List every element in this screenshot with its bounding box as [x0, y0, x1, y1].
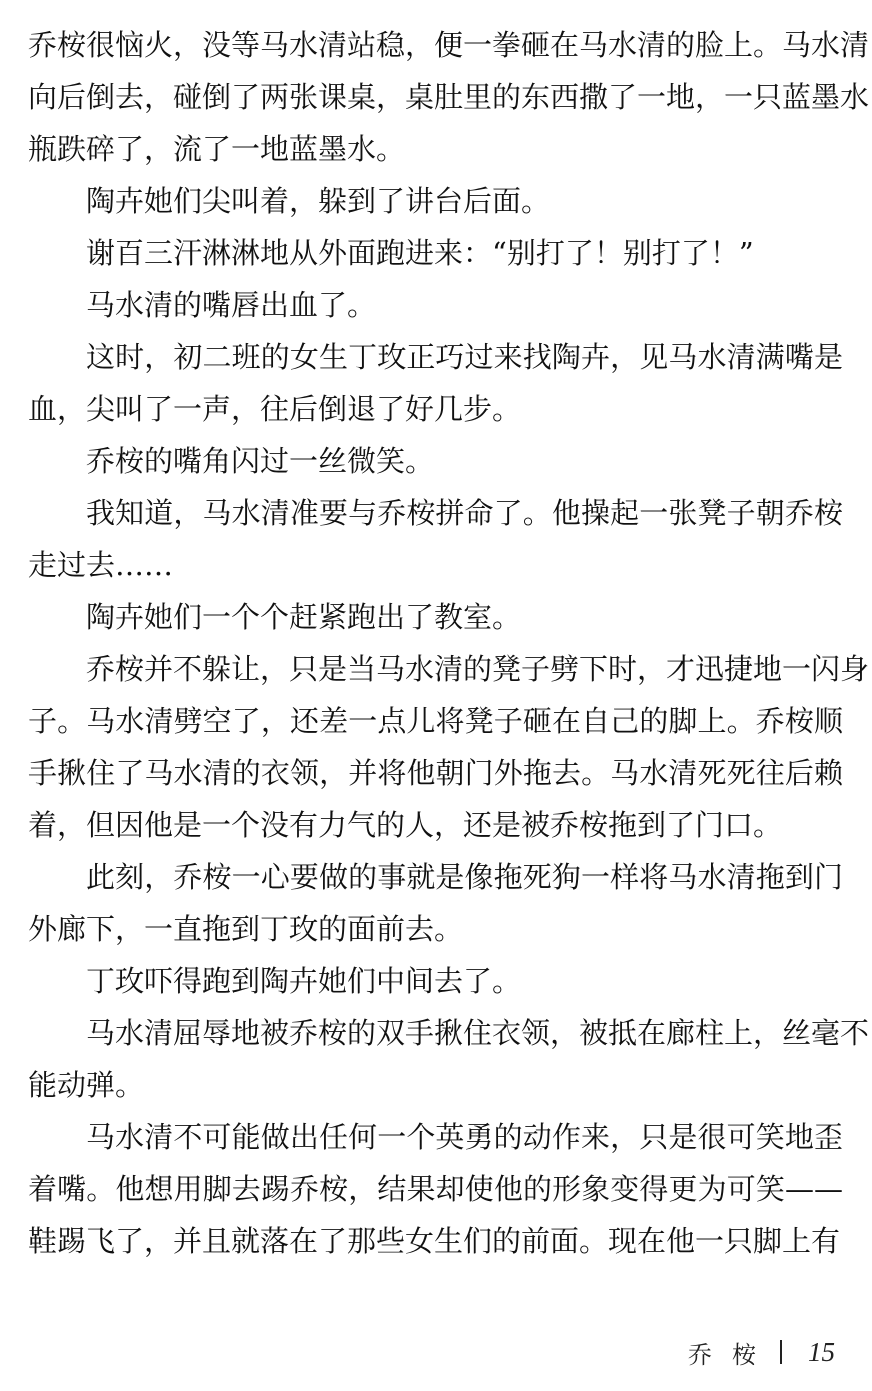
text-line: 鞋踢飞了，并且就落在了那些女生们的前面。现在他一只脚上有	[28, 1224, 841, 1258]
text-line: 乔桉并不躲让，只是当马水清的凳子劈下时，才迅捷地一闪身	[86, 652, 870, 686]
running-title: 乔桉	[688, 1340, 776, 1369]
text-line: 子。马水清劈空了，还差一点儿将凳子砸在自己的脚上。乔桉顺	[28, 704, 843, 738]
page-number: 15	[808, 1336, 835, 1367]
text-line: 向后倒去，碰倒了两张课桌，桌肚里的东西撒了一地，一只蓝墨水	[28, 80, 870, 114]
text-line: 这时，初二班的女生丁玫正巧过来找陶卉，见马水清满嘴是	[86, 340, 843, 374]
text-line: 我知道，马水清准要与乔桉拼命了。他操起一张凳子朝乔桉	[86, 496, 843, 530]
text-line: 此刻，乔桉一心要做的事就是像拖死狗一样将马水清拖到门	[86, 860, 843, 894]
text-line: 陶卉她们一个个赶紧跑出了教室。	[86, 600, 522, 634]
text-line: 瓶跌碎了，流了一地蓝墨水。	[28, 132, 406, 166]
text-line: 乔桉的嘴角闪过一丝微笑。	[86, 444, 435, 478]
text-line: 马水清屈辱地被乔桉的双手揪住衣领，被抵在廊柱上，丝毫不	[86, 1016, 870, 1050]
text-line: 着，但因他是一个没有力气的人，还是被乔桉拖到了门口。	[28, 808, 783, 842]
page-footer	[688, 1332, 835, 1372]
text-line: 乔桉很恼火，没等马水清站稳，便一拳砸在马水清的脸上。马水清	[28, 28, 870, 62]
text-line: 陶卉她们尖叫着，躲到了讲台后面。	[86, 184, 551, 218]
text-line: 马水清的嘴唇出血了。	[86, 288, 377, 322]
text-line: 血，尖叫了一声，往后倒退了好几步。	[28, 392, 522, 426]
text-line: 走过去……	[28, 548, 174, 582]
text-line: 外廊下，一直拖到丁玫的面前去。	[28, 912, 464, 946]
text-line: 能动弹。	[28, 1068, 145, 1102]
text-line: 马水清不可能做出任何一个英勇的动作来，只是很可笑地歪	[86, 1120, 843, 1154]
footer-divider	[780, 1340, 782, 1364]
text-line: 丁玫吓得跑到陶卉她们中间去了。	[86, 964, 522, 998]
text-line: 手揪住了马水清的衣领，并将他朝门外拖去。马水清死死往后赖	[28, 756, 843, 790]
text-line: 着嘴。他想用脚去踢乔桉，结果却使他的形象变得更为可笑——	[28, 1172, 843, 1206]
text-line: 谢百三汗淋淋地从外面跑进来：“别打了！别打了！”	[86, 236, 754, 270]
